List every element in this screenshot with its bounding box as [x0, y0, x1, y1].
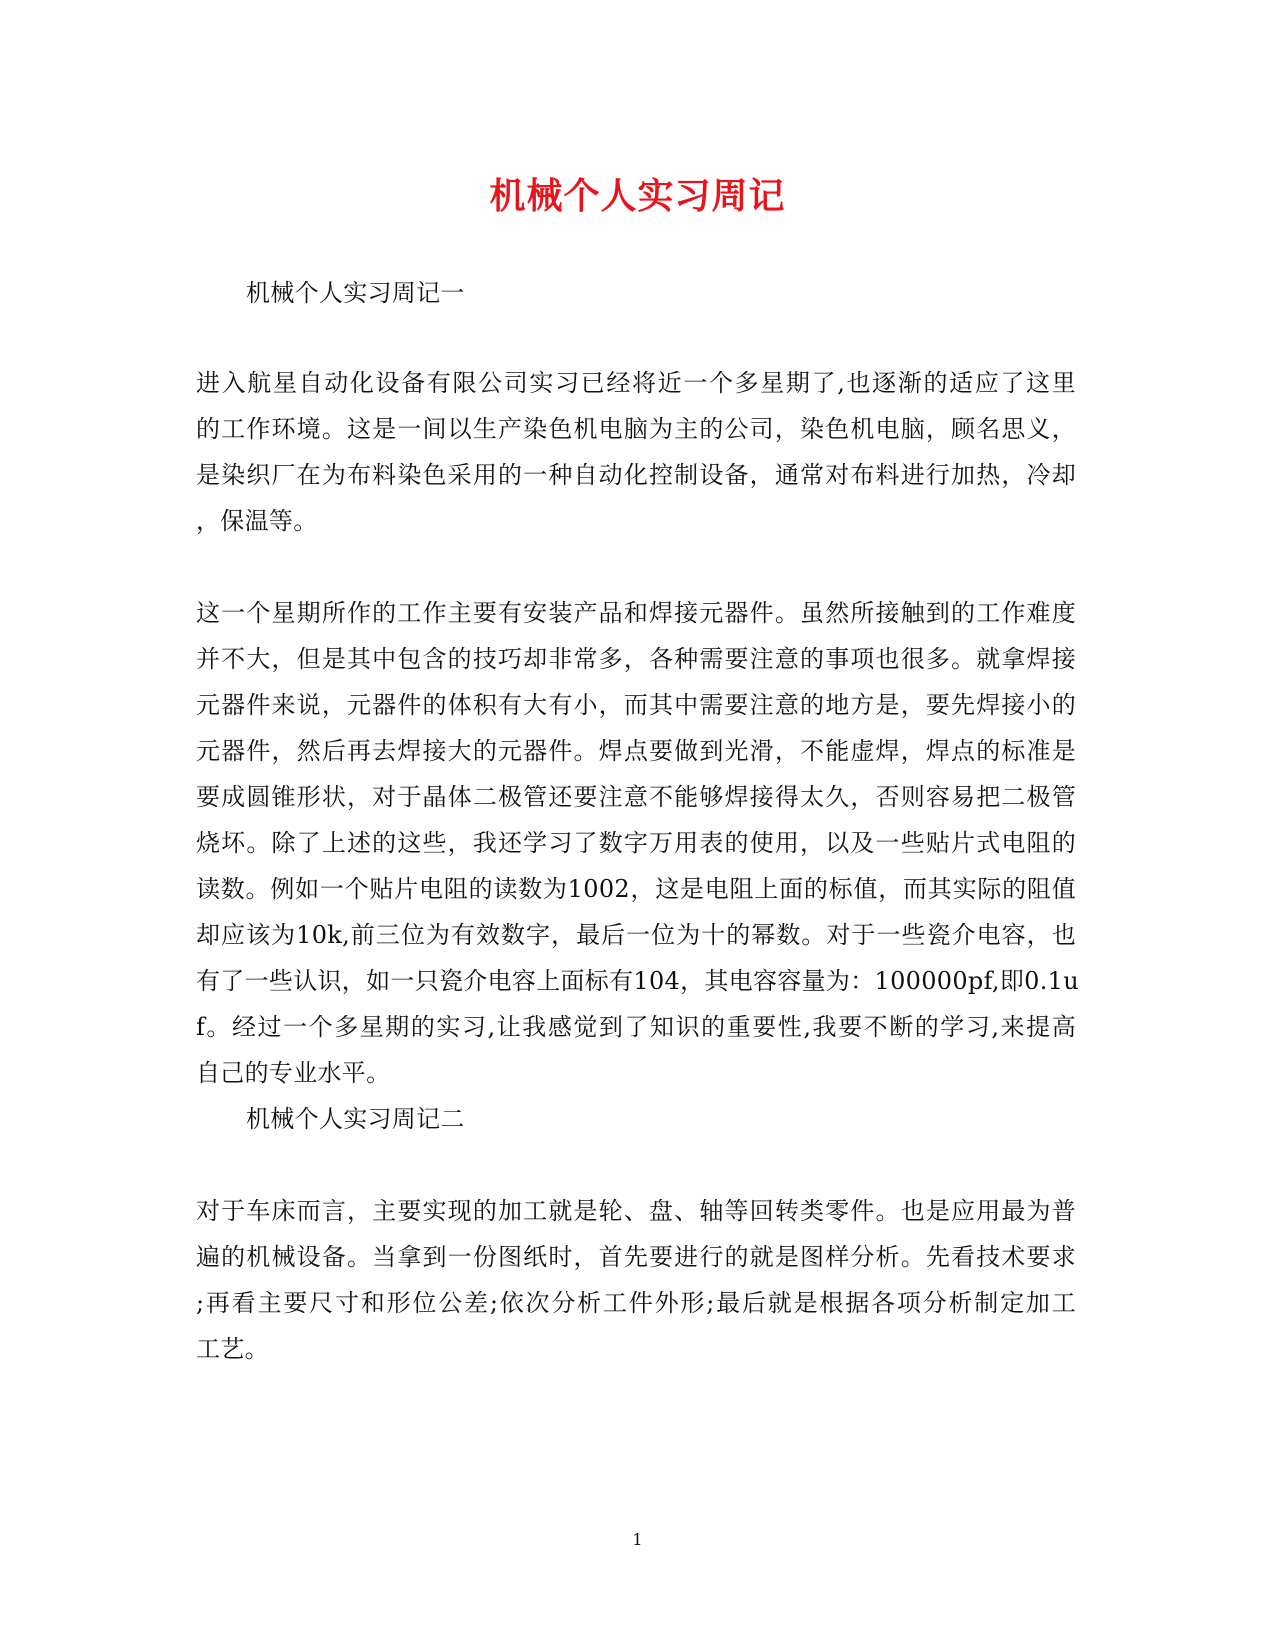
paragraph-line: 进入航星自动化设备有限公司实习已经将近一个多星期了,也逐渐的适应了这里: [196, 369, 1076, 397]
paragraph-line: 却应该为10k,前三位为有效数字，最后一位为十的幂数。对于一些瓷介电容，也: [196, 921, 1076, 949]
paragraph-line: 烧坏。除了上述的这些，我还学习了数字万用表的使用，以及一些贴片式电阻的: [196, 829, 1076, 857]
paragraph-line: 的工作环境。这是一间以生产染色机电脑为主的公司，染色机电脑，顾名思义，: [196, 415, 1076, 443]
paragraph-line: ;再看主要尺寸和形位公差;依次分析工件外形;最后就是根据各项分析制定加工: [196, 1289, 1076, 1317]
section-heading-1: 机械个人实习周记一: [246, 279, 465, 307]
paragraph-line: 对于车床而言，主要实现的加工就是轮、盘、轴等回转类零件。也是应用最为普: [196, 1197, 1076, 1225]
paragraph-line: 是染织厂在为布料染色采用的一种自动化控制设备，通常对布料进行加热，冷却: [196, 461, 1076, 489]
paragraph-line: 读数。例如一个贴片电阻的读数为1002，这是电阻上面的标值，而其实际的阻值: [196, 875, 1076, 903]
paragraph-line: 这一个星期所作的工作主要有安装产品和焊接元器件。虽然所接触到的工作难度: [196, 599, 1076, 627]
paragraph-line: 元器件来说，元器件的体积有大有小，而其中需要注意的地方是，要先焊接小的: [196, 691, 1076, 719]
paragraph-line: 自己的专业水平。: [196, 1059, 391, 1087]
paragraph-line: 要成圆锥形状，对于晶体二极管还要注意不能够焊接得太久，否则容易把二极管: [196, 783, 1076, 811]
paragraph-line: 有了一些认识，如一只瓷介电容上面标有104，其电容容量为：100000pf,即0.1u: [196, 967, 1079, 995]
paragraph-line: ，保温等。: [196, 507, 318, 535]
paragraph-line: f。经过一个多星期的实习,让我感觉到了知识的重要性,我要不断的学习,来提高: [196, 1013, 1076, 1041]
paragraph-line: 遍的机械设备。当拿到一份图纸时，首先要进行的就是图样分析。先看技术要求: [196, 1243, 1076, 1271]
paragraph-line: 元器件，然后再去焊接大的元器件。焊点要做到光滑，不能虚焊，焊点的标准是: [196, 737, 1076, 765]
page-number: 1: [632, 1530, 643, 1549]
document-title: 机械个人实习周记: [489, 175, 786, 217]
paragraph-line: 工艺。: [196, 1335, 269, 1363]
paragraph-line: 并不大，但是其中包含的技巧却非常多，各种需要注意的事项也很多。就拿焊接: [196, 645, 1076, 673]
section-heading-2: 机械个人实习周记二: [246, 1105, 465, 1133]
